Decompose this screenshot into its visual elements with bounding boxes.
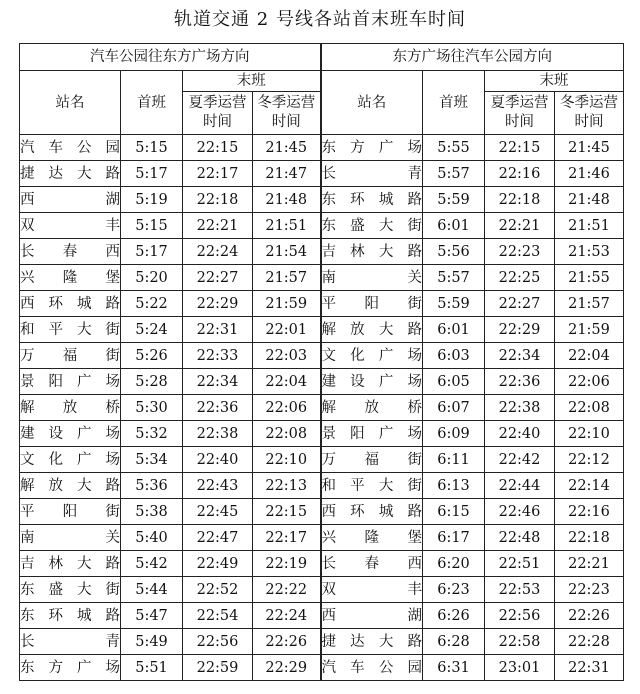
summer-b-cell: 22:53 — [485, 577, 555, 603]
first-b-cell: 5:59 — [423, 187, 485, 213]
winter-a-cell: 22:06 — [253, 395, 321, 421]
first-b-cell: 6:20 — [423, 551, 485, 577]
first-header-a: 首班 — [121, 71, 183, 135]
summer-b-cell: 22:46 — [485, 499, 555, 525]
first-b-cell: 6:07 — [423, 395, 485, 421]
summer-b-cell: 22:42 — [485, 447, 555, 473]
winter-b-cell: 21:55 — [555, 265, 624, 291]
last-header-a: 末班 — [183, 71, 321, 92]
summer-b-cell: 22:16 — [485, 161, 555, 187]
summer-a-cell: 22:56 — [183, 629, 253, 655]
summer-a-cell: 22:17 — [183, 161, 253, 187]
table-row — [20, 213, 624, 239]
first-a-cell: 5:15 — [121, 213, 183, 239]
summer-a-cell: 22:47 — [183, 525, 253, 551]
summer-a-cell: 22:49 — [183, 551, 253, 577]
first-a-cell: 5:36 — [121, 473, 183, 499]
station-a-cell: 景阳广场 — [20, 369, 121, 395]
first-a-cell: 5:49 — [121, 629, 183, 655]
summer-b-cell: 22:38 — [485, 395, 555, 421]
station-a-cell: 双丰 — [20, 213, 121, 239]
first-a-cell: 5:20 — [121, 265, 183, 291]
station-b-cell: 汽车公园 — [321, 655, 423, 681]
summer-b-cell: 22:36 — [485, 369, 555, 395]
summer-a-cell: 22:29 — [183, 291, 253, 317]
summer-a-cell: 22:45 — [183, 499, 253, 525]
first-b-cell: 5:57 — [423, 161, 485, 187]
table-row — [20, 473, 624, 499]
summer-b-cell: 22:25 — [485, 265, 555, 291]
timetable — [19, 43, 624, 681]
summer-a-cell: 22:36 — [183, 395, 253, 421]
first-a-cell: 5:26 — [121, 343, 183, 369]
station-a-cell: 西环城路 — [20, 291, 121, 317]
direction-b-header: 东方广场往汽车公园方向 — [321, 44, 624, 71]
station-a-cell: 南关 — [20, 525, 121, 551]
winter-b-cell: 22:08 — [555, 395, 624, 421]
first-a-cell: 5:30 — [121, 395, 183, 421]
winter-b-cell: 22:28 — [555, 629, 624, 655]
station-a-cell: 长青 — [20, 629, 121, 655]
station-b-cell: 东环城路 — [321, 187, 423, 213]
winter-header-b: 冬季运营时间 — [555, 92, 624, 135]
winter-b-cell: 22:14 — [555, 473, 624, 499]
first-b-cell: 6:09 — [423, 421, 485, 447]
first-a-cell: 5:42 — [121, 551, 183, 577]
table-row — [20, 395, 624, 421]
first-b-cell: 6:13 — [423, 473, 485, 499]
first-a-cell: 5:22 — [121, 291, 183, 317]
station-a-cell: 万福街 — [20, 343, 121, 369]
table-row — [20, 577, 624, 603]
summer-a-cell: 22:59 — [183, 655, 253, 681]
summer-a-cell: 22:18 — [183, 187, 253, 213]
station-b-cell: 南关 — [321, 265, 423, 291]
winter-b-cell: 22:04 — [555, 343, 624, 369]
winter-b-cell: 22:23 — [555, 577, 624, 603]
first-b-cell: 5:56 — [423, 239, 485, 265]
summer-b-cell: 23:01 — [485, 655, 555, 681]
first-b-cell: 5:59 — [423, 291, 485, 317]
summer-a-cell: 22:40 — [183, 447, 253, 473]
summer-b-cell: 22:48 — [485, 525, 555, 551]
first-a-cell: 5:40 — [121, 525, 183, 551]
first-b-cell: 6:01 — [423, 213, 485, 239]
winter-a-cell: 22:24 — [253, 603, 321, 629]
summer-b-cell: 22:51 — [485, 551, 555, 577]
station-header-a: 站名 — [20, 71, 121, 135]
winter-a-cell: 21:59 — [253, 291, 321, 317]
station-b-cell: 建设广场 — [321, 369, 423, 395]
summer-a-cell: 22:15 — [183, 135, 253, 161]
table-row — [20, 629, 624, 655]
station-a-cell: 西湖 — [20, 187, 121, 213]
station-b-cell: 文化广场 — [321, 343, 423, 369]
winter-a-cell: 22:22 — [253, 577, 321, 603]
winter-a-cell: 21:54 — [253, 239, 321, 265]
station-b-cell: 西湖 — [321, 603, 423, 629]
station-b-cell: 东方广场 — [321, 135, 423, 161]
first-b-cell: 6:03 — [423, 343, 485, 369]
summer-a-cell: 22:43 — [183, 473, 253, 499]
winter-a-cell: 21:47 — [253, 161, 321, 187]
station-a-cell: 解放桥 — [20, 395, 121, 421]
station-b-cell: 东盛大街 — [321, 213, 423, 239]
station-header-b: 站名 — [321, 71, 423, 135]
station-b-cell: 和平大街 — [321, 473, 423, 499]
table-row — [20, 369, 624, 395]
winter-a-cell: 21:57 — [253, 265, 321, 291]
table-row — [20, 291, 624, 317]
first-b-cell: 6:01 — [423, 317, 485, 343]
first-a-cell: 5:34 — [121, 447, 183, 473]
table-row — [20, 499, 624, 525]
last-header-b: 末班 — [485, 71, 624, 92]
winter-b-cell: 22:21 — [555, 551, 624, 577]
first-a-cell: 5:17 — [121, 239, 183, 265]
first-a-cell: 5:17 — [121, 161, 183, 187]
first-b-cell: 6:26 — [423, 603, 485, 629]
winter-a-cell: 21:45 — [253, 135, 321, 161]
station-a-cell: 长春西 — [20, 239, 121, 265]
station-b-cell: 解放大路 — [321, 317, 423, 343]
table-row — [20, 317, 624, 343]
summer-b-cell: 22:40 — [485, 421, 555, 447]
station-b-cell: 万福街 — [321, 447, 423, 473]
winter-b-cell: 22:18 — [555, 525, 624, 551]
station-a-cell: 汽车公园 — [20, 135, 121, 161]
station-a-cell: 东环城路 — [20, 603, 121, 629]
summer-b-cell: 22:58 — [485, 629, 555, 655]
table-row — [20, 551, 624, 577]
station-b-cell: 双丰 — [321, 577, 423, 603]
first-b-cell: 6:15 — [423, 499, 485, 525]
table-row — [20, 265, 624, 291]
first-b-cell: 6:05 — [423, 369, 485, 395]
winter-a-cell: 22:03 — [253, 343, 321, 369]
first-header-b: 首班 — [423, 71, 485, 135]
winter-header-a: 冬季运营时间 — [253, 92, 321, 135]
table-row — [20, 447, 624, 473]
winter-b-cell: 21:51 — [555, 213, 624, 239]
first-b-cell: 6:28 — [423, 629, 485, 655]
winter-b-cell: 21:59 — [555, 317, 624, 343]
summer-a-cell: 22:24 — [183, 239, 253, 265]
station-b-cell: 吉林大路 — [321, 239, 423, 265]
summer-a-cell: 22:34 — [183, 369, 253, 395]
winter-a-cell: 22:08 — [253, 421, 321, 447]
summer-a-cell: 22:33 — [183, 343, 253, 369]
winter-b-cell: 21:48 — [555, 187, 624, 213]
station-a-cell: 建设广场 — [20, 421, 121, 447]
station-b-cell: 景阳广场 — [321, 421, 423, 447]
table-row — [20, 187, 624, 213]
first-a-cell: 5:47 — [121, 603, 183, 629]
table-row — [20, 239, 624, 265]
station-b-cell: 捷达大路 — [321, 629, 423, 655]
station-b-cell: 西环城路 — [321, 499, 423, 525]
first-a-cell: 5:28 — [121, 369, 183, 395]
summer-a-cell: 22:27 — [183, 265, 253, 291]
station-b-cell: 长春西 — [321, 551, 423, 577]
first-a-cell: 5:44 — [121, 577, 183, 603]
table-row — [20, 421, 624, 447]
first-a-cell: 5:38 — [121, 499, 183, 525]
winter-b-cell: 22:31 — [555, 655, 624, 681]
winter-a-cell: 22:29 — [253, 655, 321, 681]
table-row — [20, 135, 624, 161]
winter-b-cell: 22:10 — [555, 421, 624, 447]
winter-a-cell: 22:15 — [253, 499, 321, 525]
first-a-cell: 5:19 — [121, 187, 183, 213]
station-b-cell: 平阳街 — [321, 291, 423, 317]
first-b-cell: 6:23 — [423, 577, 485, 603]
summer-a-cell: 22:31 — [183, 317, 253, 343]
first-b-cell: 6:11 — [423, 447, 485, 473]
summer-header-a: 夏季运营时间 — [183, 92, 253, 135]
station-a-cell: 和平大街 — [20, 317, 121, 343]
winter-a-cell: 21:51 — [253, 213, 321, 239]
winter-b-cell: 21:46 — [555, 161, 624, 187]
summer-a-cell: 22:54 — [183, 603, 253, 629]
table-row — [20, 343, 624, 369]
winter-a-cell: 22:26 — [253, 629, 321, 655]
summer-b-cell: 22:15 — [485, 135, 555, 161]
summer-b-cell: 22:34 — [485, 343, 555, 369]
table-row — [20, 603, 624, 629]
winter-b-cell: 22:12 — [555, 447, 624, 473]
summer-b-cell: 22:23 — [485, 239, 555, 265]
winter-a-cell: 22:10 — [253, 447, 321, 473]
table-row — [20, 655, 624, 681]
winter-a-cell: 22:04 — [253, 369, 321, 395]
summer-b-cell: 22:29 — [485, 317, 555, 343]
summer-b-cell: 22:44 — [485, 473, 555, 499]
winter-a-cell: 22:01 — [253, 317, 321, 343]
summer-b-cell: 22:21 — [485, 213, 555, 239]
first-b-cell: 6:17 — [423, 525, 485, 551]
winter-a-cell: 22:19 — [253, 551, 321, 577]
station-a-cell: 文化广场 — [20, 447, 121, 473]
winter-b-cell: 21:57 — [555, 291, 624, 317]
summer-a-cell: 22:52 — [183, 577, 253, 603]
winter-b-cell: 21:45 — [555, 135, 624, 161]
station-a-cell: 平阳街 — [20, 499, 121, 525]
summer-b-cell: 22:27 — [485, 291, 555, 317]
station-b-cell: 兴隆堡 — [321, 525, 423, 551]
winter-b-cell: 22:16 — [555, 499, 624, 525]
first-b-cell: 6:31 — [423, 655, 485, 681]
station-a-cell: 捷达大路 — [20, 161, 121, 187]
table-row — [20, 161, 624, 187]
summer-a-cell: 22:38 — [183, 421, 253, 447]
first-a-cell: 5:51 — [121, 655, 183, 681]
station-b-cell: 长青 — [321, 161, 423, 187]
direction-a-header: 汽车公园往东方广场方向 — [20, 44, 321, 71]
summer-b-cell: 22:56 — [485, 603, 555, 629]
header-last-row — [20, 71, 624, 92]
station-a-cell: 吉林大路 — [20, 551, 121, 577]
winter-b-cell: 21:53 — [555, 239, 624, 265]
winter-a-cell: 21:48 — [253, 187, 321, 213]
station-a-cell: 东方广场 — [20, 655, 121, 681]
station-a-cell: 东盛大街 — [20, 577, 121, 603]
table-row — [20, 525, 624, 551]
first-b-cell: 5:57 — [423, 265, 485, 291]
summer-b-cell: 22:18 — [485, 187, 555, 213]
winter-b-cell: 22:26 — [555, 603, 624, 629]
station-a-cell: 兴隆堡 — [20, 265, 121, 291]
summer-header-b: 夏季运营时间 — [485, 92, 555, 135]
first-a-cell: 5:15 — [121, 135, 183, 161]
winter-a-cell: 22:13 — [253, 473, 321, 499]
winter-a-cell: 22:17 — [253, 525, 321, 551]
first-a-cell: 5:32 — [121, 421, 183, 447]
station-b-cell: 解放桥 — [321, 395, 423, 421]
page-title: 轨道交通 2 号线各站首末班车时间 — [174, 9, 466, 30]
summer-a-cell: 22:21 — [183, 213, 253, 239]
header-direction-row — [20, 44, 624, 71]
first-b-cell: 5:55 — [423, 135, 485, 161]
winter-b-cell: 22:06 — [555, 369, 624, 395]
first-a-cell: 5:24 — [121, 317, 183, 343]
station-a-cell: 解放大路 — [20, 473, 121, 499]
